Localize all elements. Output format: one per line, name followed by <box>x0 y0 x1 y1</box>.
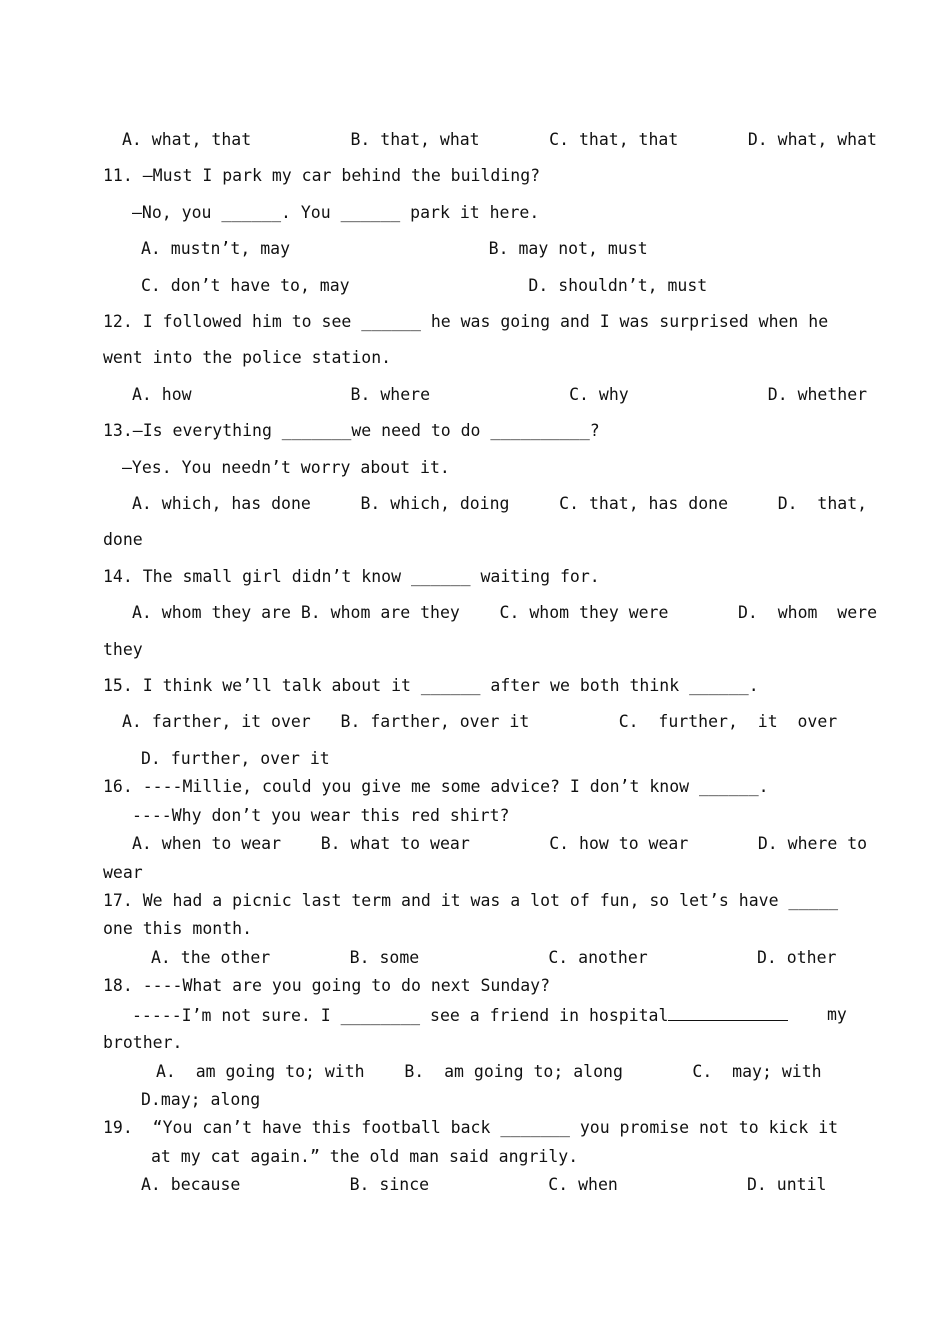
q12-question-cont: went into the police station. <box>103 348 392 367</box>
q11-answer-line: —No, you ______. You ______ park it here. <box>132 203 540 222</box>
q19-question-cont: at my cat again.” the old man said angrily. <box>151 1147 579 1166</box>
q13-answer-line: —Yes. You needn’t worry about it. <box>122 458 450 477</box>
q19-options: A. because B. since C. when D. until <box>141 1175 827 1194</box>
q12-options: A. how B. where C. why D. whether <box>132 385 868 404</box>
q18-question: 18. ----What are you going to do next Sunday? <box>103 976 551 995</box>
q13-options: A. which, has done B. which, doing C. that, has done D. that, <box>132 494 868 513</box>
q15-option-d: D. further, over it <box>141 749 330 768</box>
q18-answer-line <box>132 1005 788 1026</box>
q16-question: 16. ----Millie, could you give me some advice? I don’t know ______. <box>103 777 769 796</box>
q11-question: 11. —Must I park my car behind the building? <box>103 166 541 185</box>
q15-options: A. farther, it over B. farther, over it C. further, it over <box>122 712 838 731</box>
q12-question: 12. I followed him to see ______ he was going and I was surprised when he <box>103 312 829 331</box>
q18-options: A. am going to; with B. am going to; along C. may; with <box>156 1062 822 1081</box>
q11-options-ab: A. mustn’t, may B. may not, must <box>141 239 648 258</box>
q18-blank <box>668 1005 788 1021</box>
q18-answer-cont: brother. <box>103 1033 183 1052</box>
q18-answer-end: my <box>827 1005 847 1024</box>
q17-question-cont: one this month. <box>103 919 253 938</box>
q13-options-cont: done <box>103 530 143 549</box>
q17-question: 17. We had a picnic last term and it was a lot of fun, so let’s have _____ <box>103 891 839 910</box>
q16-answer-line: ----Why don’t you wear this red shirt? <box>132 806 510 825</box>
q14-options: A. whom they are B. whom are they C. whom they were D. whom were <box>132 603 878 622</box>
q18-option-d: D.may; along <box>141 1090 261 1109</box>
q16-options: A. when to wear B. what to wear C. how to wear D. where to <box>132 834 868 853</box>
q15-question: 15. I think we’ll talk about it ______ after we both think ______. <box>103 676 759 695</box>
q13-question: 13.—Is everything _______we need to do __________? <box>103 421 600 440</box>
q10-options: A. what, that B. that, what C. that, that D. what, what <box>122 130 877 149</box>
q17-options: A. the other B. some C. another D. other <box>151 948 837 967</box>
q18-answer-text: -----I’m not sure. I ________ see a friend in hospital <box>132 1006 669 1025</box>
q19-question: 19. “You can’t have this football back _______ you promise not to kick it <box>103 1118 839 1137</box>
q14-options-cont: they <box>103 640 143 659</box>
q16-options-cont: wear <box>103 863 143 882</box>
q14-question: 14. The small girl didn’t know ______ waiting for. <box>103 567 600 586</box>
q11-options-cd: C. don’t have to, may D. shouldn’t, must <box>141 276 708 295</box>
